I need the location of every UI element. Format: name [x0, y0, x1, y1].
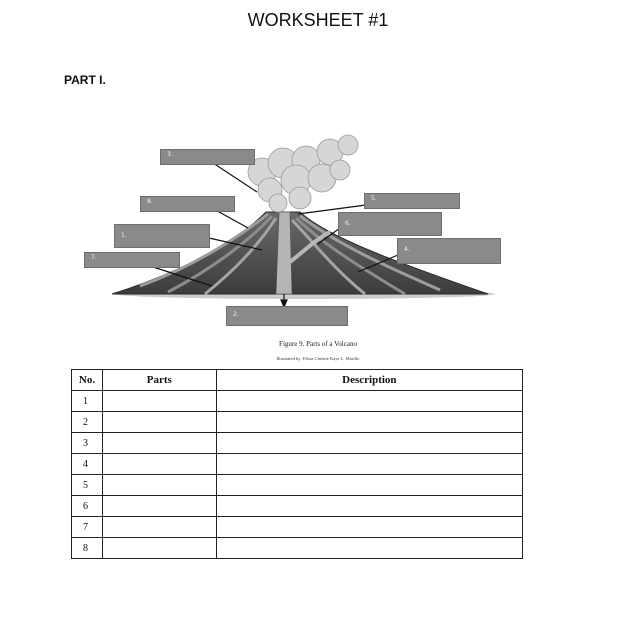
label-number: 7. — [91, 254, 97, 261]
table-row — [72, 496, 523, 517]
label-number: 3. — [167, 151, 173, 158]
row-number: 8 — [72, 538, 103, 559]
table-header-row — [72, 370, 523, 391]
parts-cell[interactable] — [102, 454, 216, 475]
label-box-7[interactable] — [84, 252, 180, 268]
row-number: 3 — [72, 433, 103, 454]
answer-table — [71, 369, 523, 559]
table-row — [72, 433, 523, 454]
label-number: 6. — [345, 220, 351, 227]
label-number: 2. — [233, 311, 239, 318]
table-row — [72, 454, 523, 475]
row-number: 2 — [72, 412, 103, 433]
parts-cell[interactable] — [102, 538, 216, 559]
label-box-5[interactable] — [364, 193, 460, 209]
row-number: 5 — [72, 475, 103, 496]
label-number: 5. — [371, 195, 377, 202]
label-box-3[interactable] — [160, 149, 255, 165]
table-row — [72, 391, 523, 412]
description-cell[interactable] — [216, 433, 522, 454]
row-number: 4 — [72, 454, 103, 475]
parts-cell[interactable] — [102, 433, 216, 454]
label-box-4[interactable] — [397, 238, 501, 264]
figure-caption: Figure 9. Parts of a Volcano — [279, 340, 357, 348]
description-cell[interactable] — [216, 454, 522, 475]
description-cell[interactable] — [216, 496, 522, 517]
table-row — [72, 517, 523, 538]
row-number: 7 — [72, 517, 103, 538]
part-heading: PART I. — [64, 73, 106, 87]
row-number: 1 — [72, 391, 103, 412]
table-row — [72, 538, 523, 559]
table-row — [72, 412, 523, 433]
label-box-6[interactable] — [338, 212, 442, 236]
parts-cell[interactable] — [102, 391, 216, 412]
label-box-2[interactable] — [226, 306, 348, 326]
figure-credit: Illustrated by: Elissa Christie Kaye L. Murillo — [276, 356, 360, 361]
label-box-8[interactable] — [140, 196, 235, 212]
label-box-1[interactable] — [114, 224, 210, 248]
description-cell[interactable] — [216, 475, 522, 496]
parts-cell[interactable] — [102, 475, 216, 496]
parts-cell[interactable] — [102, 412, 216, 433]
row-number: 6 — [72, 496, 103, 517]
description-cell[interactable] — [216, 391, 522, 412]
column-header-no: No. — [72, 370, 103, 391]
label-number: 4. — [404, 246, 410, 253]
label-number: 1. — [121, 232, 127, 239]
description-cell[interactable] — [216, 517, 522, 538]
column-header-parts: Parts — [102, 370, 216, 391]
parts-cell[interactable] — [102, 496, 216, 517]
column-header-description: Description — [216, 370, 522, 391]
table-row — [72, 475, 523, 496]
description-cell[interactable] — [216, 412, 522, 433]
parts-cell[interactable] — [102, 517, 216, 538]
description-cell[interactable] — [216, 538, 522, 559]
label-number: 8. — [147, 198, 153, 205]
worksheet-title: WORKSHEET #1 — [247, 10, 389, 30]
